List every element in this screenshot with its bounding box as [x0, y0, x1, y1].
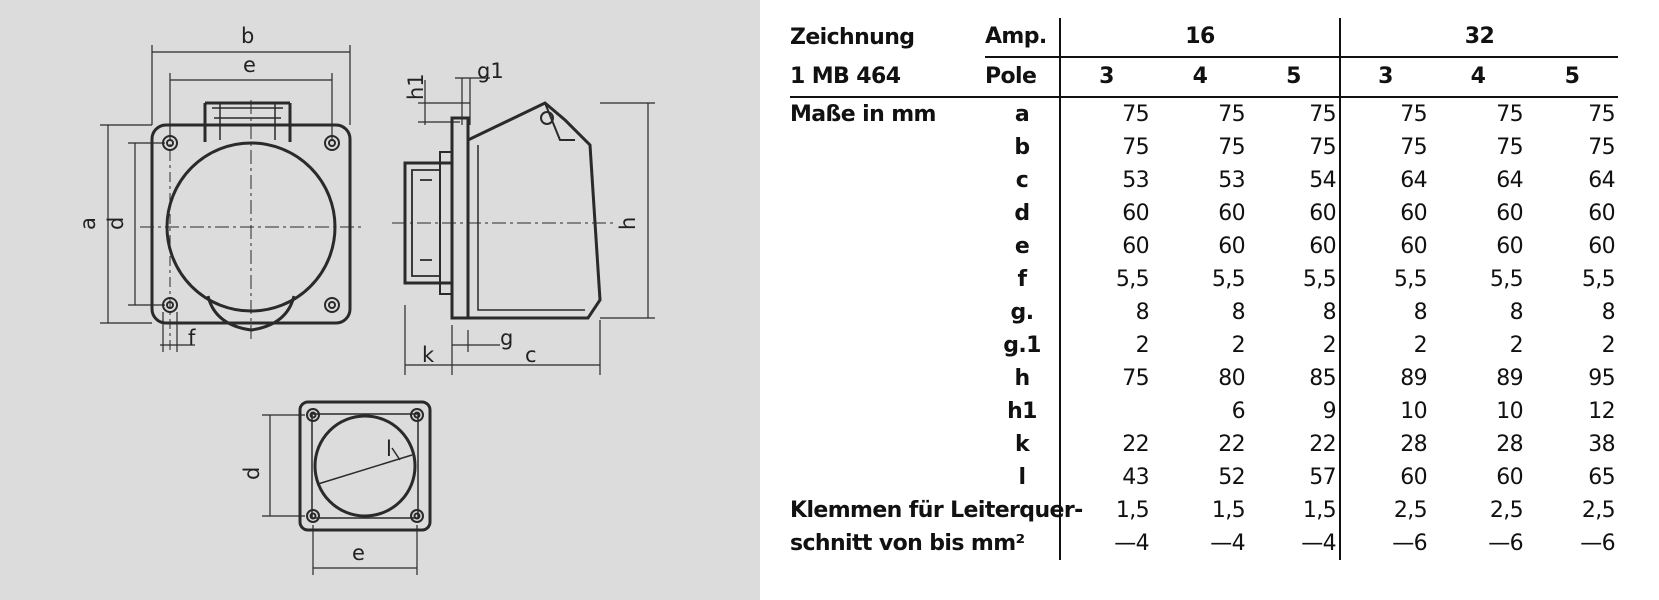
dimension-value: 9	[1322, 399, 1337, 424]
dimension-value: 89	[1340, 362, 1430, 395]
dim-label-e-cutout: e	[352, 541, 365, 565]
dim-label-g1: g1	[477, 59, 504, 83]
dimension-value: 12	[1588, 399, 1616, 424]
dimension-value: 60	[1309, 234, 1337, 259]
terminal-to-value: —4	[1060, 527, 1152, 560]
dimension-value: 6	[1231, 399, 1245, 424]
dimension-value: 75	[1496, 102, 1524, 127]
dimension-value: 65	[1588, 465, 1616, 490]
dimension-value: 64	[1496, 168, 1524, 193]
dimension-row	[790, 461, 1659, 494]
dim-label-h: h	[616, 216, 640, 230]
amp-label: Amp.	[985, 18, 1060, 57]
dimension-value: 75	[1340, 97, 1430, 131]
dimension-value: 60	[1588, 201, 1616, 226]
dimension-row	[790, 428, 1659, 461]
dimension-value: 5,5	[1211, 267, 1245, 292]
dimension-value: 28	[1340, 428, 1430, 461]
dimension-value: 5,5	[1340, 263, 1430, 296]
dimension-label: h1	[1007, 399, 1037, 424]
amp-group-32: 32	[1340, 18, 1618, 57]
dimension-value: 75	[1060, 97, 1152, 131]
amp-group-16: 16	[1060, 18, 1340, 57]
dimension-value: 60	[1496, 234, 1524, 259]
dimension-value	[1060, 395, 1152, 428]
dimension-value: 60	[1060, 197, 1152, 230]
terminal-from-value: 1,5	[1211, 498, 1245, 523]
terminal-to-value: —6	[1340, 527, 1430, 560]
empty-cell	[790, 131, 985, 164]
dimension-value: 8	[1231, 300, 1245, 325]
dimension-row	[790, 362, 1659, 395]
dimension-value: 43	[1060, 461, 1152, 494]
pole-header: 3	[1060, 57, 1152, 97]
dimension-value: 2	[1060, 329, 1152, 362]
dimension-row	[790, 296, 1659, 329]
socket-dimension-drawing	[0, 0, 760, 600]
empty-cell	[790, 263, 985, 296]
dimension-label: h	[1014, 366, 1030, 391]
dimension-label: k	[1014, 432, 1030, 457]
dimension-label: g.	[1010, 300, 1034, 325]
dimension-value: 75	[1496, 135, 1524, 160]
technical-drawing-panel	[0, 0, 760, 600]
dimension-value: 5,5	[1581, 267, 1616, 292]
terminal-to-value: —4	[1210, 531, 1245, 556]
terminals-label-line1: Klemmen für Leiterquer-	[790, 498, 1083, 523]
empty-cell	[790, 362, 985, 395]
dimension-label: l	[1018, 465, 1026, 490]
pole-header: 4	[1152, 57, 1248, 97]
dimension-value: 8	[1601, 300, 1616, 325]
dimension-value: 22	[1060, 428, 1152, 461]
dim-label-b: b	[241, 24, 255, 48]
dimension-value: 53	[1060, 164, 1152, 197]
dimension-label: d	[1014, 201, 1030, 226]
dimension-value: 22	[1218, 432, 1245, 457]
dimension-value: 75	[1309, 135, 1337, 160]
dimension-value: 2	[1509, 333, 1524, 358]
empty-cell	[790, 164, 985, 197]
empty-cell	[790, 296, 985, 329]
terminal-from-value: 2,5	[1581, 498, 1616, 523]
dimension-value: 75	[1340, 131, 1430, 164]
dimension-row	[790, 395, 1659, 428]
terminal-from-value: 1,5	[1060, 494, 1152, 527]
dimension-value: 53	[1218, 168, 1245, 193]
terminals-label-line2: schnitt von bis mm²	[790, 531, 1025, 556]
terminal-to-value: —4	[1301, 531, 1337, 556]
dimension-value: 8	[1340, 296, 1430, 329]
dimension-value: 75	[1060, 131, 1152, 164]
dim-label-g: g	[500, 326, 514, 350]
dimension-label: c	[1015, 168, 1029, 193]
empty-cell	[790, 395, 985, 428]
terminal-from-value: 1,5	[1302, 498, 1337, 523]
empty-cell	[790, 461, 985, 494]
dimension-value: 75	[1588, 102, 1616, 127]
dim-label-d: d	[104, 216, 128, 230]
dimension-row	[790, 230, 1659, 263]
pole-header: 4	[1430, 57, 1526, 97]
dimension-value: 60	[1218, 234, 1245, 259]
dimension-label: f	[1017, 267, 1027, 292]
header-row-pole	[790, 57, 1659, 97]
dimension-value: 28	[1496, 432, 1524, 457]
dimension-value: 10	[1496, 399, 1524, 424]
dimension-value: 75	[1218, 102, 1245, 127]
terminals-row-to	[790, 527, 1659, 560]
empty-cell	[790, 197, 985, 230]
pole-label: Pole	[985, 57, 1060, 97]
dimension-row	[790, 97, 1659, 131]
terminal-to-value: —6	[1580, 531, 1616, 556]
dimension-value: 60	[1340, 197, 1430, 230]
dimension-label: g.1	[1003, 333, 1041, 358]
front-view	[100, 45, 362, 352]
dimension-value: 54	[1309, 168, 1337, 193]
empty-cell	[790, 428, 985, 461]
terminal-to-value: —6	[1488, 531, 1524, 556]
dimension-value: 5,5	[1302, 267, 1337, 292]
dimension-row	[790, 263, 1659, 296]
dimension-value: 60	[1218, 201, 1245, 226]
dimension-value: 80	[1218, 366, 1245, 391]
dimension-value: 2	[1322, 333, 1337, 358]
dim-label-e: e	[243, 53, 256, 77]
dimension-value: 60	[1060, 230, 1152, 263]
dimension-label: b	[1014, 135, 1030, 160]
dimension-value: 75	[1218, 135, 1245, 160]
dimension-value: 85	[1309, 366, 1337, 391]
dimension-value: 89	[1496, 366, 1524, 391]
dim-label-l: l	[386, 437, 392, 461]
dimension-value: 8	[1322, 300, 1337, 325]
dimension-value: 64	[1340, 164, 1430, 197]
drawing-id: 1 MB 464	[790, 57, 985, 97]
dimension-value: 5,5	[1489, 267, 1524, 292]
dimension-value: 95	[1588, 366, 1616, 391]
dim-label-c: c	[525, 343, 537, 367]
terminal-from-value: 2,5	[1489, 498, 1524, 523]
dimension-value: 60	[1340, 461, 1430, 494]
dimension-value: 2	[1601, 333, 1616, 358]
dimension-value: 60	[1496, 465, 1524, 490]
pole-header: 5	[1248, 57, 1340, 97]
dimension-label: a	[1014, 102, 1030, 127]
empty-cell	[790, 230, 985, 263]
drawing-label: Zeichnung	[790, 24, 915, 50]
dimension-value: 52	[1218, 465, 1245, 490]
pole-header: 3	[1340, 57, 1430, 97]
dimension-value: 2	[1231, 333, 1245, 358]
dim-label-f: f	[188, 326, 196, 350]
dimension-value: 60	[1496, 201, 1524, 226]
dimension-value: 60	[1309, 201, 1337, 226]
dimension-value: 2	[1340, 329, 1430, 362]
dimension-value: 75	[1060, 362, 1152, 395]
dimension-table	[790, 18, 1659, 560]
dimension-value: 75	[1309, 102, 1337, 127]
dimension-value: 22	[1309, 432, 1337, 457]
pole-header: 5	[1526, 57, 1618, 97]
dimension-row	[790, 329, 1659, 362]
dimension-row	[790, 164, 1659, 197]
dim-label-k: k	[422, 343, 435, 367]
dim-label-d-cutout: d	[240, 466, 264, 480]
dimension-value: 8	[1509, 300, 1524, 325]
empty-cell	[790, 329, 985, 362]
dimension-value: 38	[1588, 432, 1616, 457]
dimension-row	[790, 131, 1659, 164]
dimension-value: 5,5	[1060, 263, 1152, 296]
dim-label-h1: h1	[404, 73, 428, 100]
dimension-label: e	[1014, 234, 1030, 259]
dimension-value: 75	[1588, 135, 1616, 160]
dimension-value: 64	[1588, 168, 1616, 193]
panel-cutout-view	[262, 402, 430, 575]
dimension-value: 8	[1060, 296, 1152, 329]
dimension-row	[790, 197, 1659, 230]
dim-label-a: a	[76, 217, 100, 230]
dimension-value: 57	[1309, 465, 1337, 490]
dimensions-label: Maße in mm	[790, 102, 936, 127]
header-row-amp	[790, 18, 1659, 57]
dimension-value: 10	[1340, 395, 1430, 428]
terminals-row-from	[790, 494, 1659, 527]
terminal-from-value: 2,5	[1340, 494, 1430, 527]
dimension-value: 60	[1588, 234, 1616, 259]
dimension-value: 60	[1340, 230, 1430, 263]
